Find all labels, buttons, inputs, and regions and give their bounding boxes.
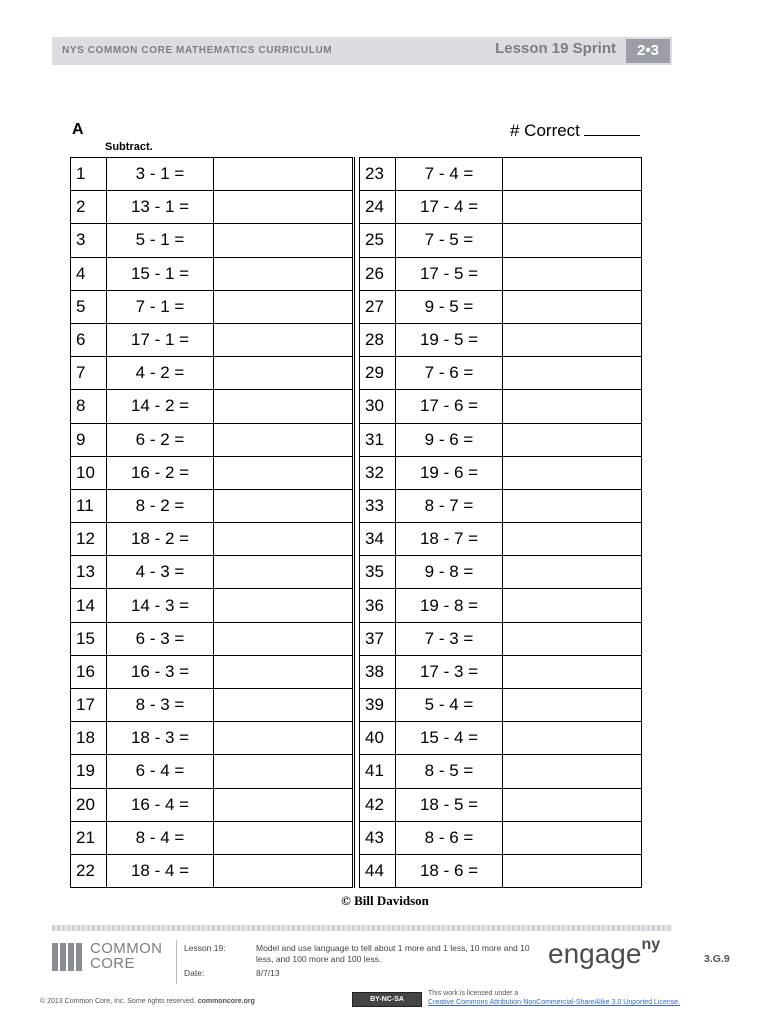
answer-cell[interactable] — [503, 423, 642, 456]
answer-cell[interactable] — [214, 589, 354, 622]
sprint-table-right — [359, 157, 642, 888]
problem-number: 44 — [360, 854, 396, 887]
problem-number: 29 — [360, 357, 396, 390]
problem-number: 31 — [360, 423, 396, 456]
problem-expression: 14 - 2 = — [107, 390, 214, 423]
table-row — [71, 523, 354, 556]
problem-expression: 16 - 2 = — [107, 456, 214, 489]
problem-expression: 16 - 3 = — [107, 655, 214, 688]
problem-number: 21 — [71, 821, 107, 854]
problem-number: 33 — [360, 489, 396, 522]
problem-expression: 8 - 4 = — [107, 821, 214, 854]
problem-number: 40 — [360, 722, 396, 755]
table-row — [360, 722, 642, 755]
table-row — [71, 357, 354, 390]
problem-expression: 19 - 5 = — [396, 323, 503, 356]
table-row — [360, 755, 642, 788]
answer-cell[interactable] — [214, 821, 354, 854]
table-row — [360, 821, 642, 854]
problem-expression: 15 - 4 = — [396, 722, 503, 755]
table-row — [71, 755, 354, 788]
problem-expression: 6 - 2 = — [107, 423, 214, 456]
answer-cell[interactable] — [503, 290, 642, 323]
problem-expression: 19 - 6 = — [396, 456, 503, 489]
problem-expression: 5 - 1 = — [107, 224, 214, 257]
problem-expression: 18 - 4 = — [107, 854, 214, 887]
problem-expression: 7 - 5 = — [396, 224, 503, 257]
answer-cell[interactable] — [214, 357, 354, 390]
problem-number: 7 — [71, 357, 107, 390]
problem-expression: 18 - 5 = — [396, 788, 503, 821]
problem-number: 15 — [71, 622, 107, 655]
problem-number: 20 — [71, 788, 107, 821]
answer-cell[interactable] — [214, 854, 354, 887]
logo-text-line2: CORE — [90, 955, 135, 972]
answer-cell[interactable] — [503, 622, 642, 655]
problem-expression: 8 - 3 = — [107, 689, 214, 722]
sprint-copyright: © Bill Davidson — [341, 893, 429, 908]
table-row — [360, 257, 642, 290]
table-row — [360, 390, 642, 423]
problem-expression: 7 - 6 = — [396, 357, 503, 390]
correct-label: # Correct — [510, 121, 580, 140]
problem-number: 14 — [71, 589, 107, 622]
problem-number: 10 — [71, 456, 107, 489]
cc-license-badge-icon: BY-NC-SA — [352, 992, 422, 1007]
problem-number: 23 — [360, 158, 396, 191]
date-value: 8/7/13 — [256, 968, 280, 978]
problem-number: 37 — [360, 622, 396, 655]
table-row — [71, 191, 354, 224]
lesson-label: Lesson 19: — [184, 943, 226, 953]
problem-expression: 15 - 1 = — [107, 257, 214, 290]
table-row — [71, 589, 354, 622]
answer-cell[interactable] — [503, 523, 642, 556]
problem-number: 34 — [360, 523, 396, 556]
answer-cell[interactable] — [503, 456, 642, 489]
table-row — [360, 489, 642, 522]
problem-expression: 6 - 3 = — [107, 622, 214, 655]
table-row — [71, 689, 354, 722]
problem-number: 26 — [360, 257, 396, 290]
problem-number: 3 — [71, 224, 107, 257]
problem-expression: 13 - 1 = — [107, 191, 214, 224]
problem-expression: 7 - 3 = — [396, 622, 503, 655]
lesson-title: Lesson 19 Sprint — [495, 40, 616, 57]
table-row — [71, 622, 354, 655]
table-row — [360, 323, 642, 356]
footer-site-link[interactable]: commoncore.org — [197, 998, 255, 1005]
table-row — [71, 390, 354, 423]
table-row — [71, 224, 354, 257]
problem-number: 11 — [71, 489, 107, 522]
table-row — [71, 323, 354, 356]
answer-cell[interactable] — [214, 722, 354, 755]
answer-cell[interactable] — [503, 489, 642, 522]
table-row — [360, 423, 642, 456]
problem-expression: 17 - 6 = — [396, 390, 503, 423]
problem-number: 13 — [71, 556, 107, 589]
answer-cell[interactable] — [503, 722, 642, 755]
table-row — [360, 224, 642, 257]
table-row — [71, 257, 354, 290]
problem-number: 22 — [71, 854, 107, 887]
problem-expression: 8 - 7 = — [396, 489, 503, 522]
answer-cell[interactable] — [503, 821, 642, 854]
sprint-letter: A — [72, 121, 84, 138]
page-header — [52, 37, 672, 65]
table-row — [71, 290, 354, 323]
table-row — [71, 655, 354, 688]
answer-cell[interactable] — [214, 290, 354, 323]
table-row — [360, 456, 642, 489]
problem-expression: 17 - 4 = — [396, 191, 503, 224]
problem-expression: 18 - 3 = — [107, 722, 214, 755]
problem-expression: 18 - 6 = — [396, 854, 503, 887]
table-row — [360, 854, 642, 887]
table-row — [71, 489, 354, 522]
problem-number: 30 — [360, 390, 396, 423]
answer-cell[interactable] — [503, 191, 642, 224]
table-row — [360, 357, 642, 390]
problem-expression: 5 - 4 = — [396, 689, 503, 722]
answer-cell[interactable] — [214, 191, 354, 224]
problem-expression: 17 - 1 = — [107, 323, 214, 356]
answer-cell[interactable] — [503, 224, 642, 257]
problem-expression: 6 - 4 = — [107, 755, 214, 788]
instruction: Subtract. — [105, 141, 153, 153]
table-row — [360, 158, 642, 191]
problem-number: 32 — [360, 456, 396, 489]
answer-cell[interactable] — [503, 655, 642, 688]
problem-number: 36 — [360, 589, 396, 622]
module-badge: 2•3 — [626, 39, 670, 63]
problem-number: 17 — [71, 689, 107, 722]
answer-cell[interactable] — [214, 456, 354, 489]
table-row — [71, 158, 354, 191]
problem-number: 1 — [71, 158, 107, 191]
problem-expression: 9 - 5 = — [396, 290, 503, 323]
correct-blank[interactable] — [584, 121, 640, 136]
problem-number: 12 — [71, 523, 107, 556]
problem-expression: 8 - 2 = — [107, 489, 214, 522]
answer-cell[interactable] — [503, 390, 642, 423]
table-row — [71, 556, 354, 589]
problem-expression: 8 - 5 = — [396, 755, 503, 788]
answer-cell[interactable] — [503, 589, 642, 622]
problem-expression: 16 - 4 = — [107, 788, 214, 821]
table-row — [71, 423, 354, 456]
answer-cell[interactable] — [214, 689, 354, 722]
problem-number: 18 — [71, 722, 107, 755]
engageny-logo: engage$^{ny}$ — [548, 935, 661, 969]
problem-expression: 19 - 8 = — [396, 589, 503, 622]
answer-cell[interactable] — [503, 158, 642, 191]
problem-number: 35 — [360, 556, 396, 589]
problem-number: 41 — [360, 755, 396, 788]
table-row — [71, 821, 354, 854]
common-core-logo — [52, 941, 162, 973]
answer-cell[interactable] — [214, 390, 354, 423]
footer-divider — [176, 940, 177, 984]
answer-cell[interactable] — [214, 257, 354, 290]
answer-cell[interactable] — [214, 755, 354, 788]
answer-cell[interactable] — [214, 655, 354, 688]
answer-cell[interactable] — [214, 158, 354, 191]
logo-text-line1: COMMON — [90, 940, 163, 957]
problem-number: 9 — [71, 423, 107, 456]
table-row — [71, 722, 354, 755]
problem-expression: 17 - 5 = — [396, 257, 503, 290]
answer-cell[interactable] — [214, 788, 354, 821]
problem-number: 42 — [360, 788, 396, 821]
date-label: Date: — [184, 968, 205, 978]
answer-cell[interactable] — [214, 622, 354, 655]
sprint-table-left — [70, 157, 355, 888]
table-row — [360, 655, 642, 688]
table-row — [360, 689, 642, 722]
problem-expression: 4 - 3 = — [107, 556, 214, 589]
problem-expression: 3 - 1 = — [107, 158, 214, 191]
table-row — [360, 191, 642, 224]
problem-number: 28 — [360, 323, 396, 356]
problem-number: 38 — [360, 655, 396, 688]
problem-number: 24 — [360, 191, 396, 224]
problem-expression: 18 - 2 = — [107, 523, 214, 556]
table-row — [71, 788, 354, 821]
answer-cell[interactable] — [503, 357, 642, 390]
answer-cell[interactable] — [214, 556, 354, 589]
problem-number: 39 — [360, 689, 396, 722]
correct-count — [510, 121, 640, 141]
problem-expression: 18 - 7 = — [396, 523, 503, 556]
answer-cell[interactable] — [214, 323, 354, 356]
license-intro: This work is licensed under a — [428, 990, 519, 997]
license-link[interactable]: Creative Commons Attribution-NonCommercial-ShareAlike 3.0 Unported License. — [428, 999, 681, 1006]
problem-expression: 17 - 3 = — [396, 655, 503, 688]
answer-cell[interactable] — [503, 788, 642, 821]
problem-expression: 7 - 4 = — [396, 158, 503, 191]
problem-number: 27 — [360, 290, 396, 323]
problem-number: 2 — [71, 191, 107, 224]
answer-cell[interactable] — [503, 854, 642, 887]
problem-number: 43 — [360, 821, 396, 854]
footer-copyright: © 2013 Common Core, Inc. Some rights reserved. commoncore.org — [40, 998, 255, 1005]
table-row — [360, 589, 642, 622]
problem-number: 25 — [360, 224, 396, 257]
problem-expression: 8 - 6 = — [396, 821, 503, 854]
standard-code: 3.G.9 — [704, 953, 730, 965]
problem-expression: 4 - 2 = — [107, 357, 214, 390]
problem-number: 6 — [71, 323, 107, 356]
table-row — [71, 854, 354, 887]
logo-bars-icon — [52, 943, 82, 971]
problem-number: 16 — [71, 655, 107, 688]
answer-cell[interactable] — [214, 423, 354, 456]
problem-number: 8 — [71, 390, 107, 423]
problem-expression: 9 - 6 = — [396, 423, 503, 456]
table-row — [360, 290, 642, 323]
answer-cell[interactable] — [214, 489, 354, 522]
footer-separator — [52, 925, 672, 931]
table-row — [360, 523, 642, 556]
answer-cell[interactable] — [503, 323, 642, 356]
problem-expression: 14 - 3 = — [107, 589, 214, 622]
table-row — [360, 622, 642, 655]
answer-cell[interactable] — [214, 224, 354, 257]
curriculum-title: NYS COMMON CORE MATHEMATICS CURRICULUM — [62, 45, 333, 56]
problem-expression: 7 - 1 = — [107, 290, 214, 323]
table-row — [71, 456, 354, 489]
answer-cell[interactable] — [503, 556, 642, 589]
problem-number: 5 — [71, 290, 107, 323]
problem-number: 4 — [71, 257, 107, 290]
table-row — [360, 556, 642, 589]
answer-cell[interactable] — [214, 523, 354, 556]
lesson-description: Model and use language to tell about 1 more and 1 less, 10 more and 10 less, and 100 more and 100 less. — [256, 943, 530, 964]
table-row — [360, 788, 642, 821]
problem-expression: 9 - 8 = — [396, 556, 503, 589]
answer-cell[interactable] — [503, 689, 642, 722]
answer-cell[interactable] — [503, 257, 642, 290]
answer-cell[interactable] — [503, 755, 642, 788]
problem-number: 19 — [71, 755, 107, 788]
